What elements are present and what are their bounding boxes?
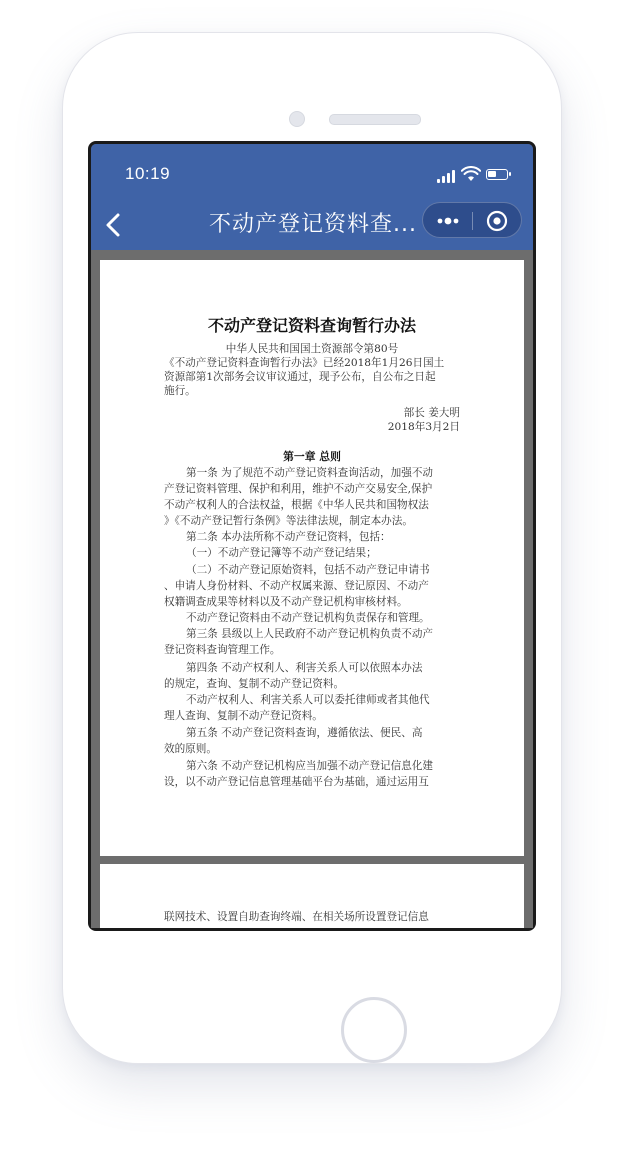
body-line: 权籍调查成果等材料以及不动产登记机构审核材料。 bbox=[164, 596, 408, 608]
capsule-divider bbox=[472, 212, 473, 230]
body-line: 登记资料查询管理工作。 bbox=[164, 644, 281, 656]
status-time: 10:19 bbox=[125, 164, 171, 183]
mini-program-capsule bbox=[422, 202, 522, 238]
nav-bar bbox=[91, 200, 533, 250]
phone-screen bbox=[88, 141, 536, 931]
intro-line: 资源部第1次部务会议审议通过，现予公布，自公布之日起 bbox=[164, 371, 436, 383]
body-line: 第六条 不动产登记机构应当加强不动产登记信息化建 bbox=[186, 760, 434, 772]
signal-icon bbox=[437, 169, 457, 183]
target-circle-icon[interactable] bbox=[483, 208, 511, 234]
body-line: （一）不动产登记簿等不动产登记结果； bbox=[186, 547, 377, 559]
body-line: 不动产权利人的合法权益，根据《中华人民共和国物权法 bbox=[164, 499, 429, 511]
body-line: 》《不动产登记暂行条例》等法律法规，制定本办法。 bbox=[164, 515, 413, 527]
document-page bbox=[100, 864, 524, 928]
signature-date: 2018年3月2日 bbox=[387, 421, 460, 433]
body-line: 的规定，查询、复制不动产登记资料。 bbox=[164, 678, 345, 690]
intro-line: 《不动产登记资料查询暂行办法》已经2018年1月26日国土 bbox=[164, 357, 445, 369]
body-line: 效的原则。 bbox=[164, 743, 217, 755]
signature: 部长 姜大明 bbox=[403, 407, 460, 419]
battery-icon bbox=[486, 169, 508, 180]
body-line: 理人查询、复制不动产登记资料。 bbox=[164, 710, 323, 722]
status-bar bbox=[91, 144, 533, 200]
body-line: 第一条 为了规范不动产登记资料查询活动，加强不动 bbox=[186, 467, 434, 479]
back-button[interactable] bbox=[101, 210, 127, 240]
document-page bbox=[100, 260, 524, 856]
intro-line: 施行。 bbox=[164, 385, 196, 397]
more-dots-icon[interactable] bbox=[433, 207, 463, 235]
nav-title: 不动产登记资料查... bbox=[209, 212, 417, 237]
wifi-icon bbox=[461, 166, 481, 182]
earpiece-speaker bbox=[329, 114, 421, 125]
home-button[interactable] bbox=[341, 997, 407, 1063]
body-line: 不动产登记资料由不动产登记机构负责保存和管理。 bbox=[186, 612, 430, 624]
body-line: （二）不动产登记原始资料，包括不动产登记申请书 bbox=[186, 564, 430, 576]
document-viewer[interactable] bbox=[91, 250, 533, 928]
order-number: 中华人民共和国国土资源部令第80号 bbox=[225, 343, 399, 355]
body-line: 联网技术、设置自助查询终端、在相关场所设置登记信息 bbox=[164, 911, 429, 923]
document-title: 不动产登记资料查询暂行办法 bbox=[207, 316, 416, 335]
front-camera bbox=[289, 111, 305, 127]
body-line: 第五条 不动产登记资料查询，遵循依法、便民、高 bbox=[186, 727, 423, 739]
body-line: 第四条 不动产权利人、利害关系人可以依照本办法 bbox=[186, 662, 423, 674]
chapter-heading: 第一章 总则 bbox=[283, 450, 341, 463]
body-line: 、申请人身份材料、不动产权属来源、登记原因、不动产 bbox=[164, 580, 429, 592]
body-line: 不动产权利人、利害关系人可以委托律师或者其他代 bbox=[186, 694, 430, 706]
body-line: 产登记资料管理、保护和利用，维护不动产交易安全,保护 bbox=[164, 483, 433, 495]
body-line: 设，以不动产登记信息管理基础平台为基础，通过运用互 bbox=[164, 776, 429, 788]
body-line: 第三条 县级以上人民政府不动产登记机构负责不动产 bbox=[186, 628, 434, 640]
body-line: 第二条 本办法所称不动产登记资料，包括： bbox=[186, 531, 391, 543]
